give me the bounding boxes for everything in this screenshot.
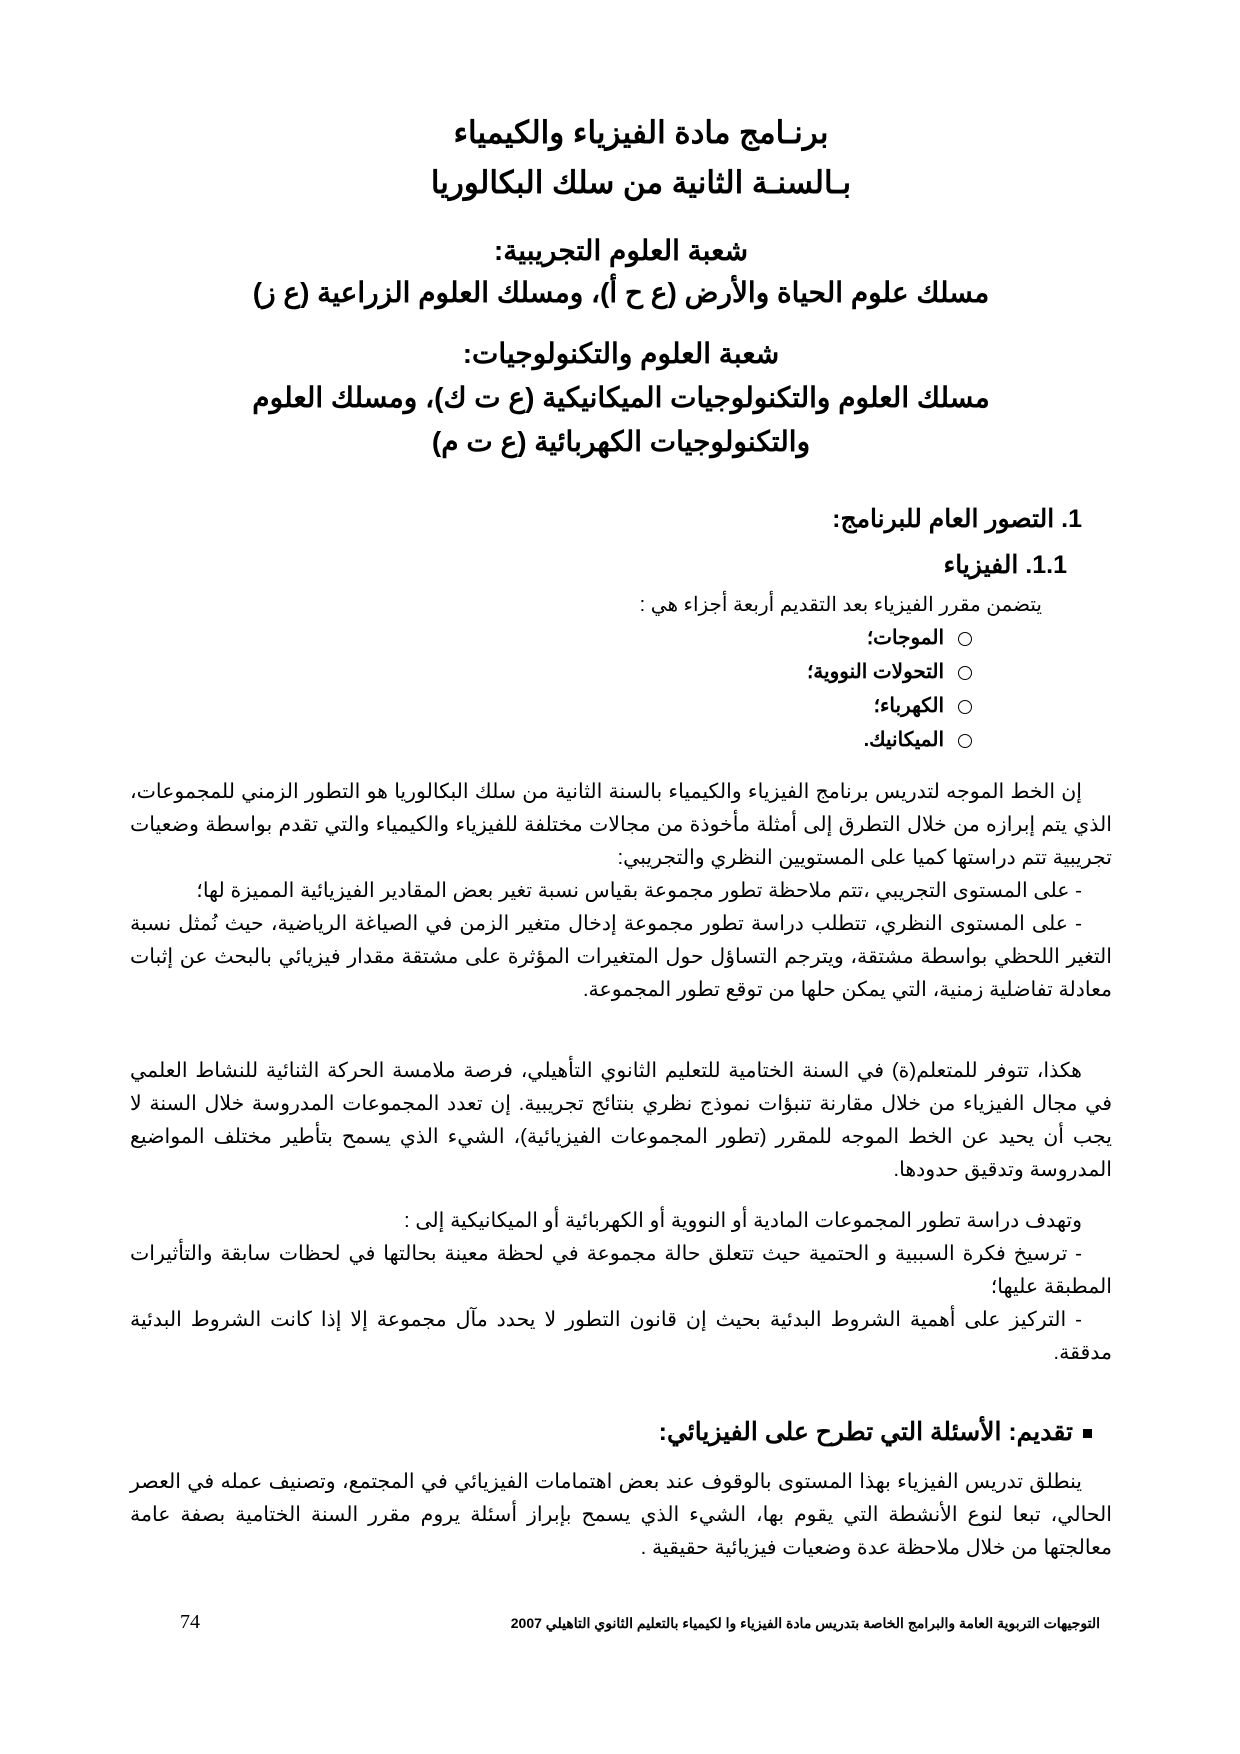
stream-experimental-sciences — [130, 230, 1112, 314]
document-title — [130, 108, 1112, 208]
title-line-2: بـالسنـة الثانية من سلك البكالوريا — [430, 165, 852, 200]
list-item — [130, 655, 972, 689]
stream-heading: شعبة العلوم التجريبية: — [493, 235, 749, 266]
subsection-heading: 1.1. الفيزياء — [943, 551, 1067, 579]
document-page — [130, 0, 1112, 1564]
list-item-text: الكهرباء؛ — [873, 695, 944, 717]
square-bullet-icon — [1083, 1429, 1092, 1438]
footer-text: التوجيهات التربوية العامة والبرامج الخاصة بتدريس مادة الفيزياء وا لكيمياء بالتعليم الثانوي التاهيلي 2007 — [510, 1615, 1100, 1631]
stream-heading: شعبة العلوم والتكنولوجيات: — [462, 338, 780, 369]
list-item — [130, 621, 972, 655]
section-heading: 1. التصور العام للبرنامج: — [832, 505, 1082, 533]
parts-list — [130, 621, 1112, 757]
stream-tracks: مسلك علوم الحياة والأرض (ع ح أ)، ومسلك العلوم الزراعية (ع ز) — [252, 277, 990, 308]
intro-section-heading — [130, 1417, 1112, 1447]
list-item — [130, 689, 972, 723]
parts-intro: يتضمن مقرر الفيزياء بعد التقديم أربعة أجزاء هي : — [639, 594, 1042, 616]
stream-tracks-line-1: مسلك العلوم والتكنولوجيات الميكانيكية (ع ت ك)، ومسلك العلوم — [252, 382, 990, 413]
paragraph: هكذا، تتوفر للمتعلم(ة) في السنة الختامية للتعليم الثانوي التأهيلي، فرصة ملامسة الحركة الثنائية للنشاط العلمي في مجال الفيزياء من خلال مقارنة تنبؤات نموذج نظري بنتائج تجريبية. إن تعدد المجموعات المدروسة خلال السنة لا يجب أن يحيد عن الخط الموجه للمقرر (تطور المجموعات الفيزيائية)، الشيء الذي يسمح بتأطير مختلف المواضيع المدروسة وتدقيق حدودها. — [130, 1059, 1112, 1181]
paragraph: - على المستوى النظري، تتطلب دراسة تطور مجموعة إدخال متغير الزمن في الصياغة الرياضية، حيث نُمثل نسبة التغير اللحظي بواسطة مشتقة، ويترجم التساؤل حول المتغيرات المؤثرة على مشتقة مقدار فيزيائي بالبحث عن إثبات معادلة تفاضلية زمنية، التي يمكن حلها من توقع تطور المجموعة. — [130, 912, 1112, 1001]
paragraph: وتهدف دراسة تطور المجموعات المادية أو النووية أو الكهربائية أو الميكانيكية إلى : — [403, 1209, 1082, 1232]
paragraph: - على المستوى التجريبي ،تتم ملاحظة تطور مجموعة بقياس نسبة تغير بعض المقادير الفيزيائية المميزة لها؛ — [196, 879, 1082, 902]
heading-text: تقديم: الأسئلة التي تطرح على الفيزيائي: — [658, 1418, 1073, 1446]
circle-bullet-icon — [958, 700, 972, 714]
page-number: 74 — [180, 1611, 200, 1633]
circle-bullet-icon — [958, 734, 972, 748]
paragraph: - ترسيخ فكرة السببية و الحتمية حيث تتعلق حالة مجموعة في لحظة معينة بحالتها في لحظات سابقة والتأثيرات المطبقة عليها؛ — [130, 1242, 1112, 1298]
list-item-text: الموجات؛ — [866, 627, 944, 649]
list-item-text: التحولات النووية؛ — [806, 661, 944, 683]
paragraph: ينطلق تدريس الفيزياء بهذا المستوى بالوقوف عند بعض اهتمامات الفيزيائي في المجتمع، وتصنيف عمله في العصر الحالي، تبعا لنوع الأنشطة التي يقوم بها، الشيء الذي يسمح بإبراز أسئلة يروم مقرر السنة الختامية بصفة عامة معالجتها من خلال ملاحظة عدة وضعيات فيزيائية حقيقية . — [130, 1470, 1112, 1559]
paragraph: إن الخط الموجه لتدريس برنامج الفيزياء والكيمياء بالسنة الثانية من سلك البكالوريا هو التطور الزمني للمجموعات، الذي يتم إبرازه من خلال التطرق إلى أمثلة مأخوذة من مجالات مختلفة للفيزياء والكيمياء والتي تقدم بواسطة وضعيات تجريبية تتم دراستها كميا على المستويين النظري والتجريبي: — [130, 780, 1112, 869]
list-item-text: الميكانيك. — [863, 729, 944, 751]
circle-bullet-icon — [958, 632, 972, 646]
stream-sciences-technologies — [130, 332, 1112, 464]
circle-bullet-icon — [958, 666, 972, 680]
paragraph: - التركيز على أهمية الشروط البدئية بحيث إن قانون التطور لا يحدد مآل مجموعة إلا إذا كانت الشروط البدئية مدققة. — [130, 1308, 1112, 1364]
list-item — [130, 723, 972, 757]
stream-tracks-line-2: والتكنولوجيات الكهربائية (ع ت م) — [431, 426, 811, 457]
title-line-1: برنـامج مادة الفيزياء والكيمياء — [453, 115, 829, 150]
